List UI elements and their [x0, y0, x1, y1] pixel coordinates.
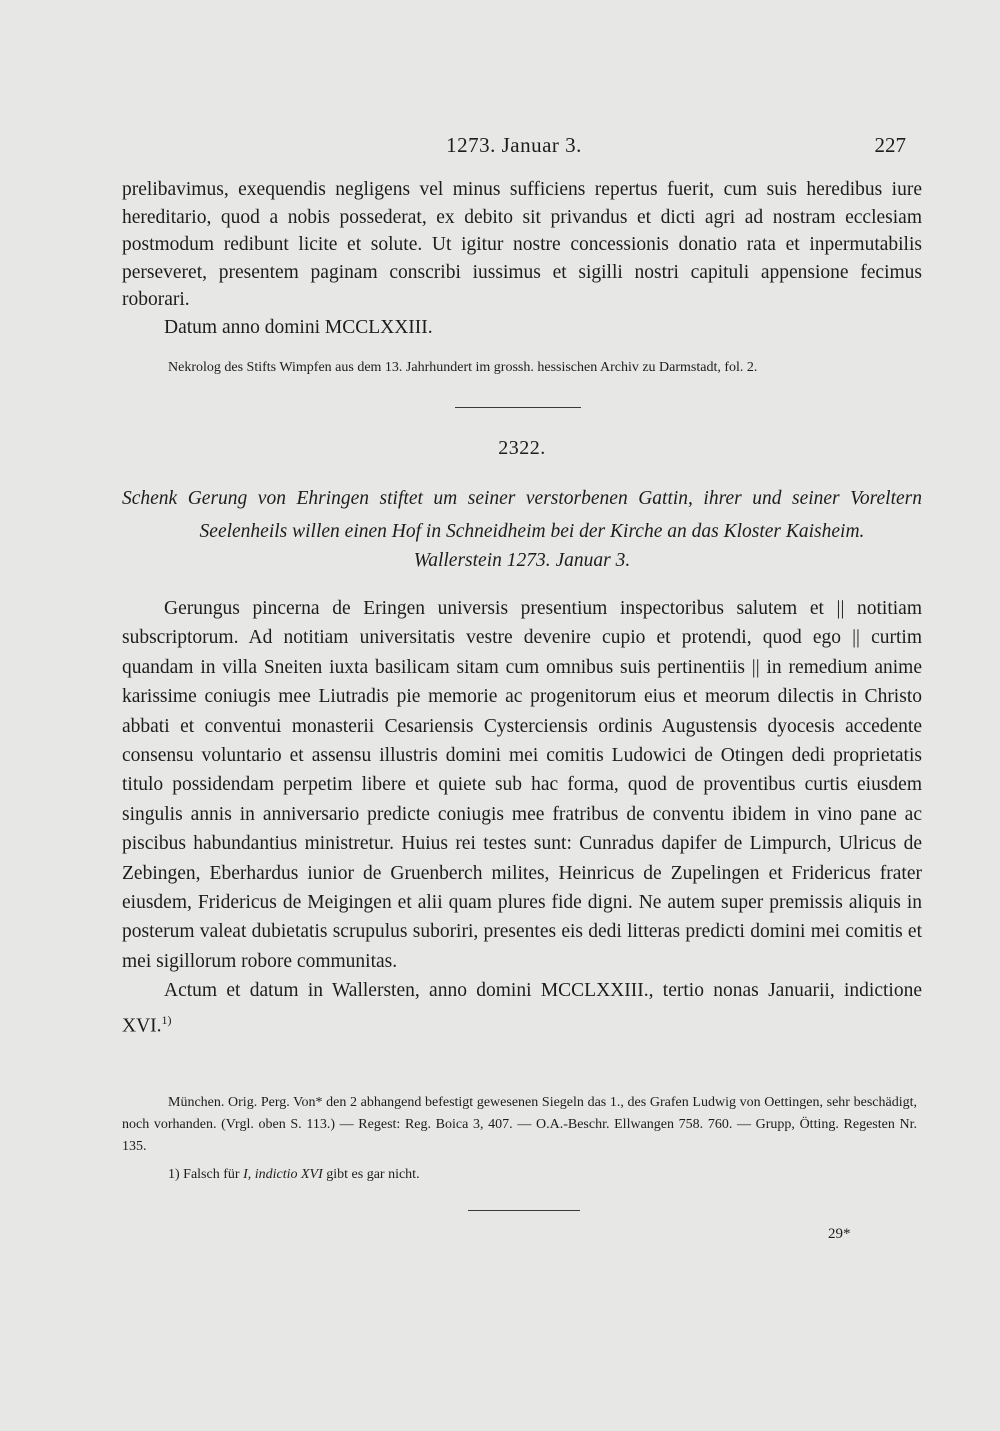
continuation-paragraph: prelibavimus, exequendis negligens vel minus sufficiens repertus fuerit, cum suis heredibus iure hereditario, quod a nobis possederat, ex debito sit privandus et dicti agri ad nostram ecclesiam postmodum redibunt licite et solute. Ut igitur nostre concessionis donatio rata et inpermutabilis perseveret, presentem paginam conscribi iussimus et sigilli nostri capituli appensione fecimus roborari. — [122, 179, 922, 310]
charter-text — [122, 594, 922, 1041]
page-number: 227 — [874, 133, 906, 157]
footnote-marker: 1) — [161, 1012, 172, 1027]
source-note-2: München. Orig. Perg. Von* den 2 abhangend befestigt gewesenen Siegeln das 1., des Grafen Ludwig von Oettingen, sehr beschädigt, noch vorhanden. (Vrgl. oben S. 113.) — Regest: Reg. Boica 3, 407. — O.A.-Beschr. Ellwangen 758. 760. — Grupp, Ötting. Regesten Nr. 135. — [122, 1095, 917, 1154]
footnote-text-after: gibt es gar nicht. — [326, 1167, 420, 1182]
dateline: Wallerstein 1273. Januar 3. — [413, 550, 631, 571]
document-number: 2322. — [498, 437, 546, 459]
signature-mark: 29* — [828, 1226, 851, 1242]
actum-text: Actum et datum in Wallersten, anno domini MCCLXXIII., tertio nonas Januarii, indictione XVI. — [122, 980, 922, 1037]
actum-line — [122, 976, 922, 1040]
regest-line-1: Schenk Gerung von Ehringen stiftet um seiner verstorbenen Gattin, ihrer und seiner Voreltern — [122, 488, 922, 509]
datum-line: Datum anno domini MCCLXXIII. — [164, 316, 433, 338]
regest — [122, 482, 922, 548]
source-note-1: Nekrolog des Stifts Wimpfen aus dem 13. Jahrhundert im grossh. hessischen Archiv zu Darmstadt, fol. 2. — [168, 360, 758, 375]
running-head — [122, 133, 906, 163]
regest-line-2: Seelenheils willen einen Hof in Schneidheim bei der Kirche an das Kloster Kaisheim. — [199, 521, 865, 542]
footnote-italic: I, indictio XVI — [243, 1167, 323, 1182]
notes — [122, 1092, 917, 1186]
continuation-text — [122, 176, 922, 341]
running-head-title: 1273. Januar 3. — [446, 133, 582, 157]
section-divider — [455, 407, 581, 408]
charter-paragraph: Gerungus pincerna de Eringen universis presentium inspectoribus salutem et || notitiam subscriptorum. Ad notitiam universitatis vestre devenire cupio et protendi, quod ego || curtim quandam in villa Sneiten iuxta basilicam sitam cum omnibus suis pertinentiis || in remedium anime karissime coniugis mee Liutradis pie memorie ac progenitorum eius et meorum dilectis in Christo abbati et conventui monasterii Cesariensis Cysterciensis ordinis Augustensis dyocesis accedente consensu voluntario et assensu illustris domini mei comitis Ludowici de Otingen dedi proprietatis titulo possidendam perpetim libere et quiete sub hac forma, quod de proventibus curtis eiusdem singulis annis in anniversario predicte coniugis mee fratribus de conventu ibidem in vino pane ac piscibus habundantius ministretur. Huius rei testes sunt: Cunradus dapifer de Limpurch, Ulricus de Zebingen, Eberhardus iunior de Gruenberch milites, Heinricus de Zupelingen et Fridericus frater eiusdem, Fridericus de Meigingen et alii quam plures fide digni. Ne autem super premissis aliquis in posterum valeat dubietatis scrupulus suboriri, presentes eis dedi litteras predicti domini mei comitis et mei sigillorum robore communitas. — [122, 598, 922, 972]
footnote-text-before: Falsch für — [183, 1167, 240, 1182]
footnote-number: 1) — [168, 1167, 180, 1182]
footer-divider — [468, 1210, 580, 1211]
footnote — [122, 1164, 917, 1186]
